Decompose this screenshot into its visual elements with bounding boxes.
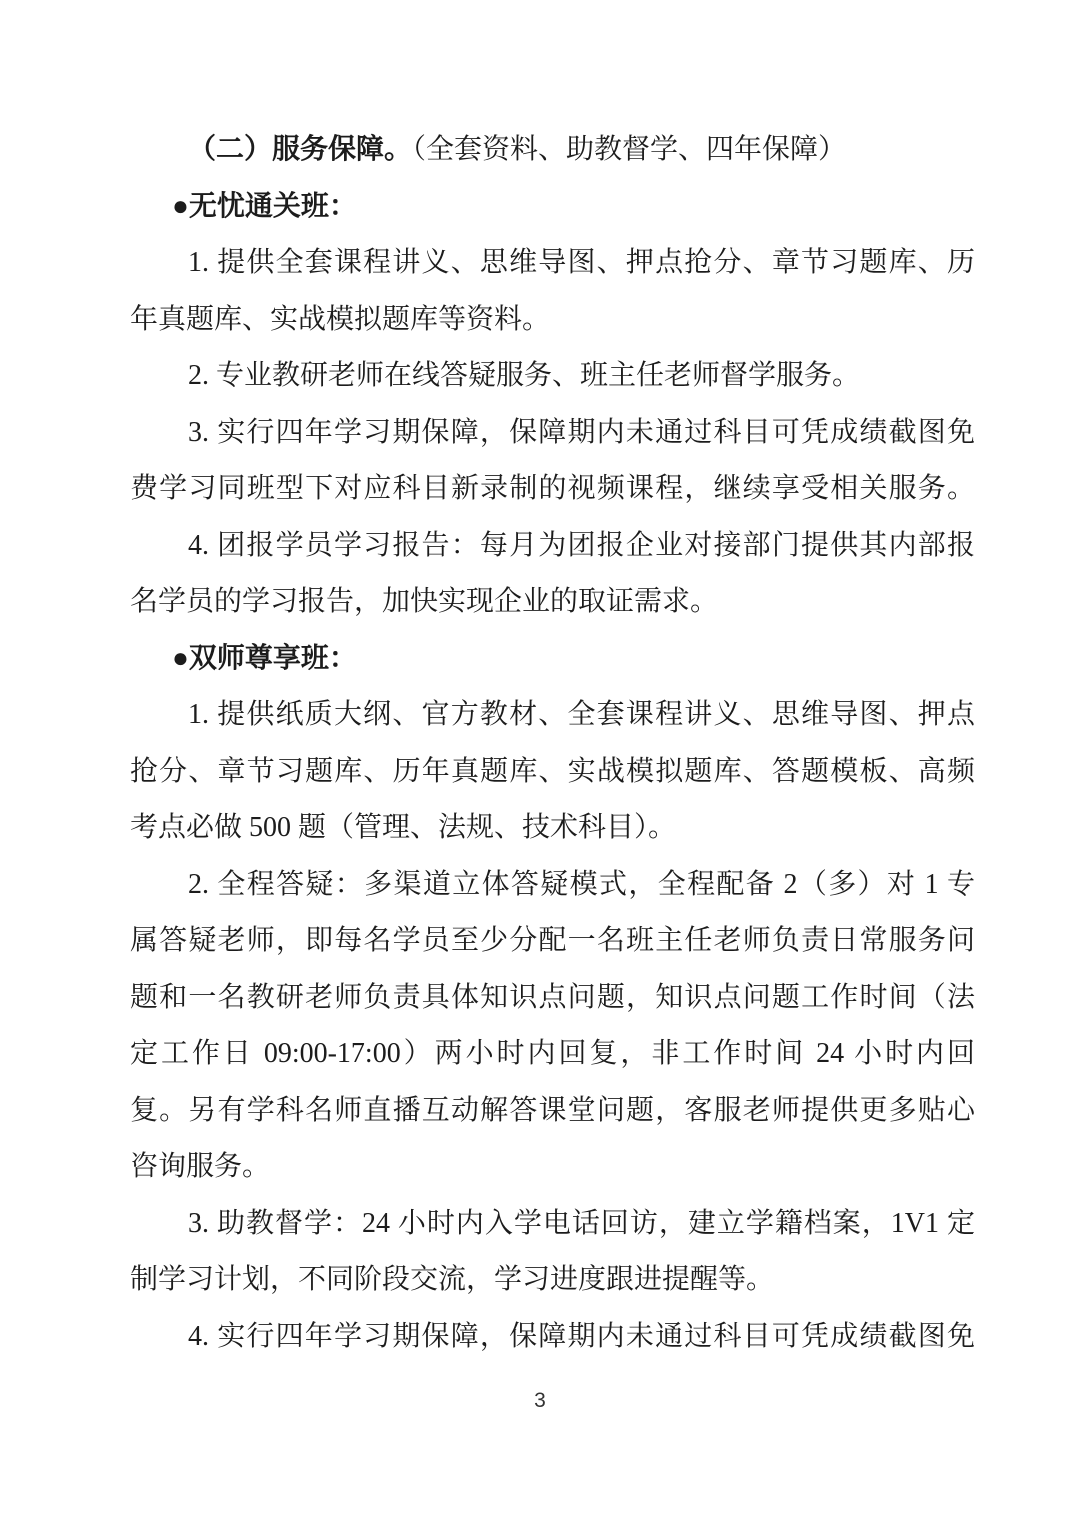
text-run: 年真题库、实战模拟题库等资料。	[130, 303, 551, 335]
text-run: 定工作日 09:00-17:00）两小时内回复，非工作时间 24 小时内回	[130, 1038, 975, 1069]
text-line	[130, 1196, 975, 1253]
text-run: 3. 助教督学：24 小时内入学电话回访，建立学籍档案，1V1 定	[188, 1207, 975, 1239]
text-line	[130, 1309, 975, 1366]
section-title-line	[130, 179, 975, 236]
text-run: 抢分、章节习题库、历年真题库、实战模拟题库、答题模板、高频	[130, 755, 975, 787]
text-run: （全套资料、助教督学、四年保障）	[412, 134, 847, 165]
text-line	[130, 461, 975, 518]
text-line	[130, 800, 975, 857]
text-line	[130, 292, 975, 349]
page-number: 3	[534, 1389, 546, 1412]
text-line	[130, 1139, 975, 1196]
text-line	[130, 744, 975, 801]
text-run: 咨询服务。	[130, 1151, 271, 1182]
text-line	[130, 122, 975, 179]
document-body	[130, 122, 975, 1365]
text-run: 1. 提供纸质大纲、官方教材、全套课程讲义、思维导图、押点	[188, 699, 975, 730]
text-run: 3. 实行四年学习期保障，保障期内未通过科目可凭成绩截图免	[188, 416, 975, 448]
text-run: 4. 实行四年学习期保障，保障期内未通过科目可凭成绩截图免	[188, 1320, 975, 1352]
text-line	[130, 1083, 975, 1140]
text-run: 2. 全程答疑：多渠道立体答疑模式，全程配备 2（多）对 1 专	[188, 868, 975, 900]
text-line	[130, 687, 975, 744]
text-line	[130, 913, 975, 970]
text-run: 1. 提供全套课程讲义、思维导图、押点抢分、章节习题库、历	[188, 247, 975, 278]
text-line	[130, 970, 975, 1027]
page-footer	[0, 1389, 1080, 1413]
text-line	[130, 1026, 975, 1083]
bold-text-run: （二）服务保障。	[188, 134, 413, 165]
text-run: 考点必做 500 题（管理、法规、技术科目）。	[130, 812, 677, 843]
text-run: 制学习计划，不同阶段交流，学习进度跟进提醒等。	[130, 1264, 775, 1295]
section-title-line	[130, 631, 975, 688]
text-line	[130, 518, 975, 575]
text-line	[130, 857, 975, 914]
bold-text-run: ●双师尊享班：	[172, 642, 357, 674]
text-run: 2. 专业教研老师在线答疑服务、班主任老师督学服务。	[188, 360, 861, 391]
bold-text-run: ●无忧通关班：	[172, 190, 357, 222]
text-line	[130, 235, 975, 292]
text-line	[130, 574, 975, 631]
text-run: 4. 团报学员学习报告：每月为团报企业对接部门提供其内部报	[188, 529, 975, 561]
text-line	[130, 1252, 975, 1309]
text-run: 费学习同班型下对应科目新录制的视频课程，继续享受相关服务。	[130, 473, 975, 504]
text-line	[130, 405, 975, 462]
text-line	[130, 348, 975, 405]
text-run: 复。另有学科名师直播互动解答课堂问题，客服老师提供更多贴心	[130, 1094, 975, 1126]
text-run: 题和一名教研老师负责具体知识点问题，知识点问题工作时间（法	[130, 981, 975, 1013]
text-run: 名学员的学习报告，加快实现企业的取证需求。	[130, 586, 719, 617]
text-run: 属答疑老师，即每名学员至少分配一名班主任老师负责日常服务问	[130, 925, 975, 956]
